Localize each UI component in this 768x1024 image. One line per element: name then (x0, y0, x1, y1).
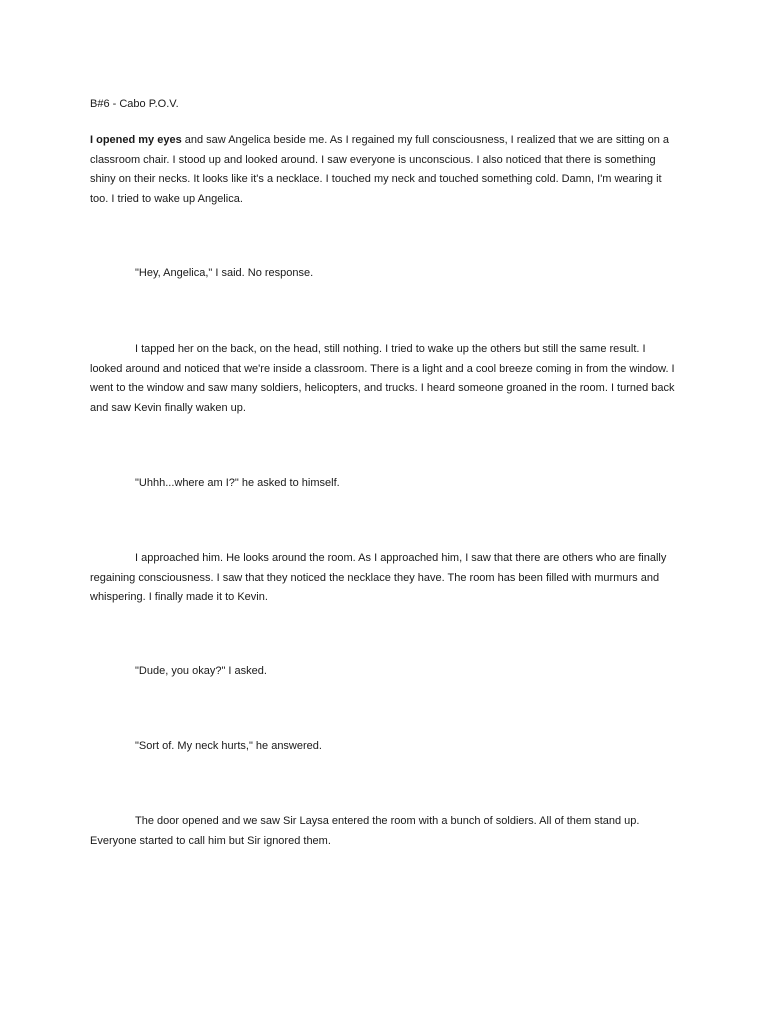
paragraph-6: "Dude, you okay?" I asked. (135, 665, 267, 677)
paragraph-7: "Sort of. My neck hurts," he answered. (135, 740, 322, 752)
paragraph-1 (90, 131, 680, 209)
document-heading: B#6 - Cabo P.O.V. (90, 98, 179, 110)
paragraph-5: I approached him. He looks around the room. As I approached him, I saw that there are others who are finally regaining consciousness. I saw that they noticed the necklace they have. The room has been filled with murmurs and whispering. I finally made it to Kevin. (90, 552, 667, 603)
paragraph-3: I tapped her on the back, on the head, still nothing. I tried to wake up the others but still the same result. I looked around and noticed that we're inside a classroom. There is a light and a cool breeze coming in from the window. I went to the window and saw many soldiers, helicopters, and trucks. I heard someone groaned in the room. I turned back and saw Kevin finally waken up. (90, 343, 675, 414)
paragraph-2: "Hey, Angelica," I said. No response. (135, 267, 314, 279)
paragraph-4: "Uhhh...where am I?" he asked to himself. (135, 477, 340, 489)
paragraph-1-text: and saw Angelica beside me. As I regained my full consciousness, I realized that we are sitting on a classroom chair. I stood up and looked around. I saw everyone is unconscious. I also noticed that there is something shiny on their necks. It looks like it's a necklace. I touched my neck and touched something cold. Damn, I'm wearing it too. I tried to wake up Angelica. (90, 134, 670, 205)
paragraph-1-lead: I opened my eyes (90, 134, 182, 146)
paragraph-8: The door opened and we saw Sir Laysa entered the room with a bunch of soldiers. All of them stand up. Everyone started to call him but Sir ignored them. (90, 815, 640, 847)
